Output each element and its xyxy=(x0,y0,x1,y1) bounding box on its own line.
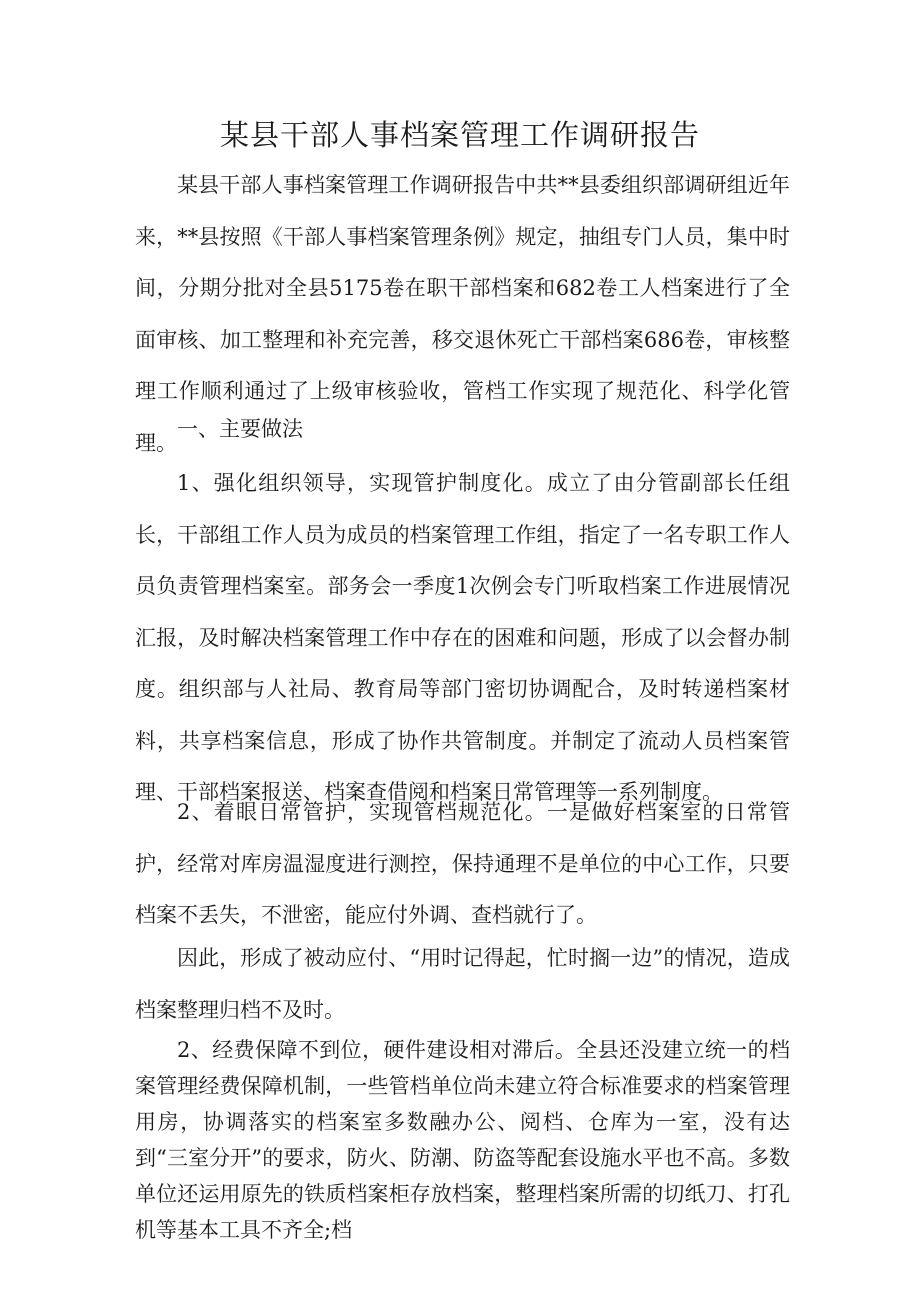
document-title: 某县干部人事档案管理工作调研报告 xyxy=(219,118,700,152)
paragraph-intro: 某县干部人事档案管理工作调研报告中共**县委组织部调研组近年来，**县按照《干部人事档案管理条例》规定，抽组专门人员，集中时间，分期分批对全县5175卷在职干部档案和682卷工人档案进行了全面审核、加工整理和补充完善，移交退休死亡干部档案686卷，审核整理工作顺利通过了上级审核验收，管档工作实现了规范化、科学化管理。 xyxy=(135,173,790,455)
paragraph-daily-maintenance: 2、着眼日常管护，实现管档规范化。一是做好档案室的日常管护，经常对库房温湿度进行测控，保持通理不是单位的中心工作，只要档案不丢失，不泄密，能应付外调、查档就行了。 xyxy=(135,800,790,927)
paragraph-funding: 2、经费保障不到位，硬件建设相对滞后。全县还没建立统一的档案管理经费保障机制，一些管档单位尚未建立符合标准要求的档案管理用房，协调落实的档案室多数融办公、阅档、仓库为一室，没有达到“三室分开”的要求，防火、防潮、防盗等配套设施水平也不高。多数单位还运用原先的铁质档案柜存放档案，整理档案所需的切纸刀、打孔机等基本工具不齐全;档 xyxy=(135,1038,790,1242)
paragraph-consequence: 因此，形成了被动应付、“用时记得起，忙时搁一边”的情况，造成档案整理归档不及时。 xyxy=(135,946,790,1022)
section-heading-main-practices: 一、主要做法 xyxy=(177,417,303,441)
paragraph-organization-leadership: 1、强化组织领导，实现管护制度化。成立了由分管副部长任组长，干部组工作人员为成员的档案管理工作组，指定了一名专职工作人员负责管理档案室。部务会一季度1次例会专门听取档案工作进展情况汇报，及时解决档案管理工作中存在的困难和问题，形成了以会督办制度。组织部与人社局、教育局等部门密切协调配合，及时转递档案材料，共享档案信息，形成了协作共管制度。并制定了流动人员档案管理、干部档案报送、档案查借阅和档案日常管理等一系列制度。 xyxy=(135,471,790,804)
